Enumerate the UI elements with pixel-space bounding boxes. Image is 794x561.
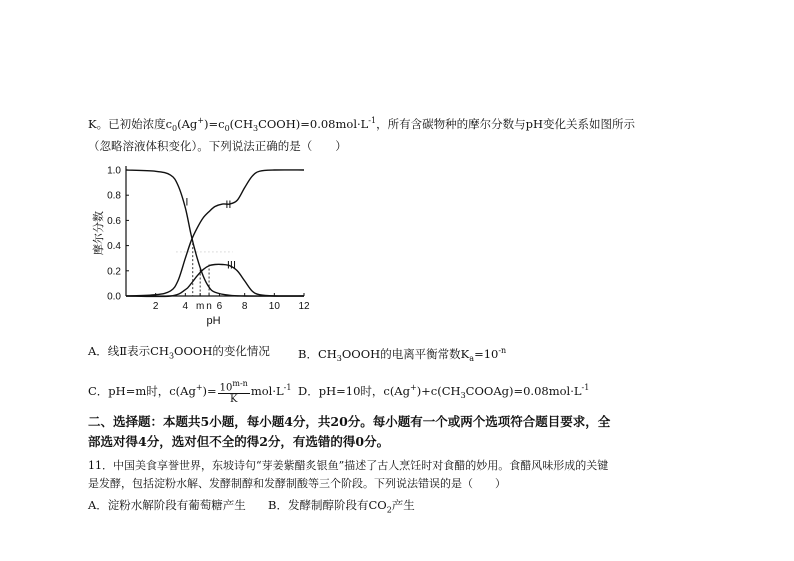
mole-fraction-chart [88, 160, 328, 330]
y-tick-label: 0.8 [107, 190, 121, 202]
x-tick-label: 10 [268, 301, 280, 312]
option-c-sup: -1 [283, 383, 292, 392]
option-b-text: B．CH [298, 346, 337, 361]
intro-sup: + [197, 116, 204, 125]
option-d-text: )+c(CH [416, 383, 461, 398]
question-11-line-2: 是发酵，包括淀粉水解、发酵制醇和发酵制酸等三个阶段。下列说法错误的是（ ） [88, 477, 506, 490]
y-axis-label: 摩尔分数 [93, 211, 105, 255]
chart-guides [176, 243, 232, 296]
option-b-sub: 2 [386, 505, 392, 515]
chart-ticks [91, 166, 310, 328]
numerator-sup: m-n [232, 379, 248, 389]
option-d-sup: + [409, 383, 417, 392]
numerator-text: 10 [219, 382, 233, 394]
option-c-text: C．pH=m时，c(Ag [88, 383, 196, 398]
intro-sub: 0 [224, 124, 230, 134]
x-tick-label: 6 [216, 301, 223, 312]
section-2-heading-line-2: 部选对得4分，选对但不全的得2分，有选错的得0分。 [88, 434, 390, 449]
fraction-numerator [218, 378, 250, 394]
question-11-option-a: A．淀粉水解阶段有葡萄糖产生 [88, 498, 246, 512]
option-d-sub: 3 [460, 391, 466, 401]
intro-text: K。已初始浓度c [88, 116, 173, 131]
y-tick-label: 0.6 [107, 215, 121, 227]
y-tick-label: 0.4 [107, 241, 121, 253]
x-tick-label: m [195, 301, 205, 312]
option-b-sup: -n [498, 346, 507, 355]
option-a [88, 343, 270, 364]
intro-text: (Ag [177, 116, 198, 131]
question-intro-line-1 [88, 113, 635, 137]
intro-sub: 0 [172, 124, 178, 134]
intro-text: COOH)=0.08mol·L [258, 116, 369, 131]
option-c [88, 374, 291, 405]
chart-axes [126, 166, 304, 296]
question-intro-line-2: （忽略溶液体积变化）。下列说法正确的是（ ） [88, 139, 347, 153]
series-line-2 [126, 170, 304, 296]
x-tick-label: 4 [182, 301, 189, 312]
intro-text: (CH [229, 116, 253, 131]
intro-text: )=c [203, 116, 225, 131]
fraction-denominator: K [230, 394, 238, 406]
series-label-1: I [185, 196, 189, 209]
series-label-3: III [226, 259, 237, 272]
option-c-sup: + [195, 383, 203, 392]
option-a-text: A．线Ⅱ表示CH [88, 344, 169, 358]
intro-text: ，所有含碳物种的摩尔分数与pH变化关系如图所示 [376, 116, 635, 131]
x-tick-label: n [206, 301, 212, 312]
option-a-text: OOOH的变化情况 [174, 344, 270, 358]
intro-sub: 3 [252, 124, 259, 134]
option-b-text: B．发酵制醇阶段有CO [268, 498, 387, 512]
x-tick-label: 8 [241, 301, 248, 312]
option-a-sub: 3 [168, 351, 175, 361]
option-b-sub: 3 [336, 354, 342, 364]
option-b [298, 343, 506, 367]
option-d-text: COOAg)=0.08mol·L [465, 383, 582, 398]
x-axis-label: pH [206, 315, 221, 327]
intro-sup: -1 [368, 116, 377, 125]
question-11-line-1: 11．中国美食享誉世界，东坡诗句“芽姜紫醋炙银鱼”描述了古人烹饪时对食醋的妙用。食醋风味形成的关键 [88, 459, 609, 472]
option-d [298, 374, 589, 410]
section-2-heading-line-1: 二、选择题：本题共5小题，每小题4分，共20分。每小题有一个或两个选项符合题目要求，全 [88, 414, 611, 429]
y-tick-label: 1.0 [107, 165, 121, 177]
x-tick-label: 12 [298, 301, 310, 312]
series-line-1 [126, 170, 304, 296]
y-tick-label: 0.0 [107, 291, 121, 303]
y-tick-label: 0.2 [107, 266, 121, 278]
option-b-sub: a [469, 354, 475, 364]
option-b-text: OOOH的电离平衡常数K [341, 346, 470, 361]
series-label-2: II [225, 198, 232, 211]
option-b-text: 产生 [391, 498, 415, 512]
option-c-fraction [218, 378, 250, 405]
option-c-text: mol·L [250, 383, 284, 398]
chart-series [126, 170, 304, 297]
option-d-text: D．pH=10时，c(Ag [298, 383, 410, 398]
option-c-text: )= [202, 383, 217, 398]
question-11-option-b [268, 497, 415, 518]
option-d-sup: -1 [581, 383, 590, 392]
option-b-text: =10 [474, 346, 499, 361]
x-tick-label: 2 [152, 301, 159, 312]
